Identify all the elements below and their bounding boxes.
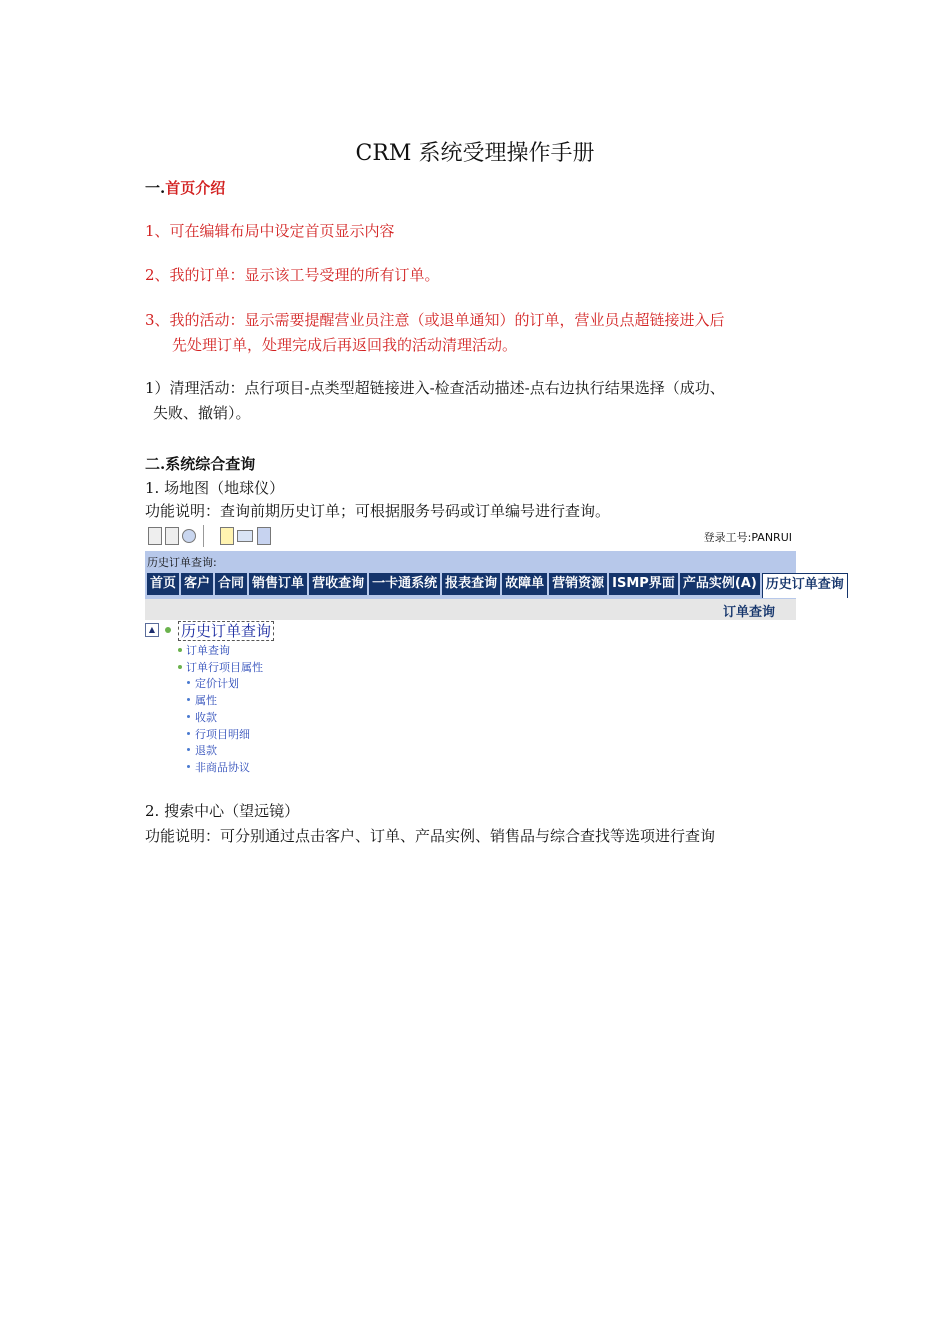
tree-node-bullet-icon bbox=[178, 648, 182, 652]
document-title: CRM 系统受理操作手册 bbox=[355, 141, 595, 166]
sub-tab-order-query[interactable]: 订单查询 bbox=[723, 605, 776, 620]
tree-node-bullet-icon bbox=[187, 715, 190, 718]
crm-screenshot bbox=[145, 521, 844, 621]
login-user-label: 登录工号:PANRUI bbox=[703, 531, 792, 544]
tab-7[interactable]: 故障单 bbox=[502, 573, 547, 595]
tree-node-child[interactable]: 订单行项目属性 bbox=[186, 660, 263, 674]
section1-heading: 一.首页介绍 bbox=[145, 179, 226, 197]
tree-root-history-order-query[interactable]: 历史订单查询 bbox=[178, 621, 274, 641]
tree-node-child[interactable]: 订单查询 bbox=[186, 644, 230, 657]
tab-1[interactable]: 客户 bbox=[181, 573, 213, 595]
subsection1-description: 功能说明：查询前期历史订单；可根据服务号码或订单编号进行查询。 bbox=[145, 502, 611, 520]
check-icon[interactable] bbox=[220, 527, 234, 545]
tree-node-bullet-icon bbox=[178, 665, 182, 669]
tab-6[interactable]: 报表查询 bbox=[442, 573, 500, 595]
binoculars-icon[interactable] bbox=[237, 530, 253, 542]
toolbar-divider bbox=[203, 525, 204, 547]
crm-toolbar bbox=[145, 521, 796, 551]
query-title-bar bbox=[145, 551, 796, 571]
section2-heading: 二.系统综合查询 bbox=[145, 455, 256, 473]
tab-5[interactable]: 一卡通系统 bbox=[369, 573, 440, 595]
tab-9[interactable]: ISMP界面 bbox=[609, 573, 678, 595]
tab-10[interactable]: 产品实例(A) bbox=[680, 573, 760, 595]
tree-node-grandchild[interactable]: 收款 bbox=[195, 710, 217, 724]
tree-node-bullet-icon bbox=[187, 681, 190, 684]
export-icon[interactable] bbox=[148, 527, 162, 545]
tree-node-bullet-icon bbox=[187, 765, 190, 768]
intro-item-3: 3、我的活动：显示需要提醒营业员注意（或退单通知）的订单，营业员点超链接进入后 先处理订单，处理完成后再返回我的活动清理活动。 bbox=[145, 311, 725, 354]
intro-item-1: 1、可在编辑布局中设定首页显示内容 bbox=[145, 222, 395, 240]
tab-0[interactable]: 首页 bbox=[147, 573, 179, 595]
tree-node-grandchild[interactable]: 定价计划 bbox=[195, 677, 239, 691]
globe-icon[interactable] bbox=[182, 529, 196, 543]
crm-tab-bar bbox=[145, 571, 844, 599]
tree-node-grandchild[interactable]: 属性 bbox=[195, 694, 217, 708]
tab-8[interactable]: 营销资源 bbox=[549, 573, 607, 595]
tree-node-grandchild[interactable]: 行项目明细 bbox=[195, 727, 250, 741]
tree-node-bullet-icon bbox=[187, 732, 190, 735]
clean-activity-step: 1）清理活动：点行项目-点类型超链接进入-检查活动描述-点右边执行结果选择（成功、 失败、撤销）。 bbox=[145, 379, 725, 422]
tab-2[interactable]: 合同 bbox=[215, 573, 247, 595]
tree-node-bullet-icon bbox=[187, 748, 190, 751]
tree-node-bullet-icon bbox=[165, 627, 171, 633]
save-icon[interactable] bbox=[165, 527, 179, 545]
subsection2-description: 功能说明：可分别通过点击客户、订单、产品实例、销售品与综合查找等选项进行查询 bbox=[145, 827, 716, 845]
collapse-icon[interactable]: ▲ bbox=[145, 623, 159, 637]
tab-3[interactable]: 销售订单 bbox=[249, 573, 307, 595]
tab-4[interactable]: 营收查询 bbox=[309, 573, 367, 595]
tree-node-grandchild[interactable]: 退款 bbox=[195, 744, 217, 758]
document-icon[interactable] bbox=[257, 527, 271, 545]
subsection1-heading: 1. 场地图（地球仪） bbox=[145, 479, 285, 497]
tree-node-grandchild[interactable]: 非商品协议 bbox=[195, 760, 250, 774]
tab-11[interactable]: 历史订单查询 bbox=[762, 573, 848, 598]
history-order-tree bbox=[145, 621, 445, 781]
tree-node-bullet-icon bbox=[187, 698, 190, 701]
subsection2-heading: 2. 搜索中心（望远镜） bbox=[145, 802, 300, 820]
crm-sub-tab-bar bbox=[145, 599, 796, 620]
intro-item-2: 2、我的订单：显示该工号受理的所有订单。 bbox=[145, 266, 440, 284]
query-title-label: 历史订单查询: bbox=[147, 556, 217, 569]
